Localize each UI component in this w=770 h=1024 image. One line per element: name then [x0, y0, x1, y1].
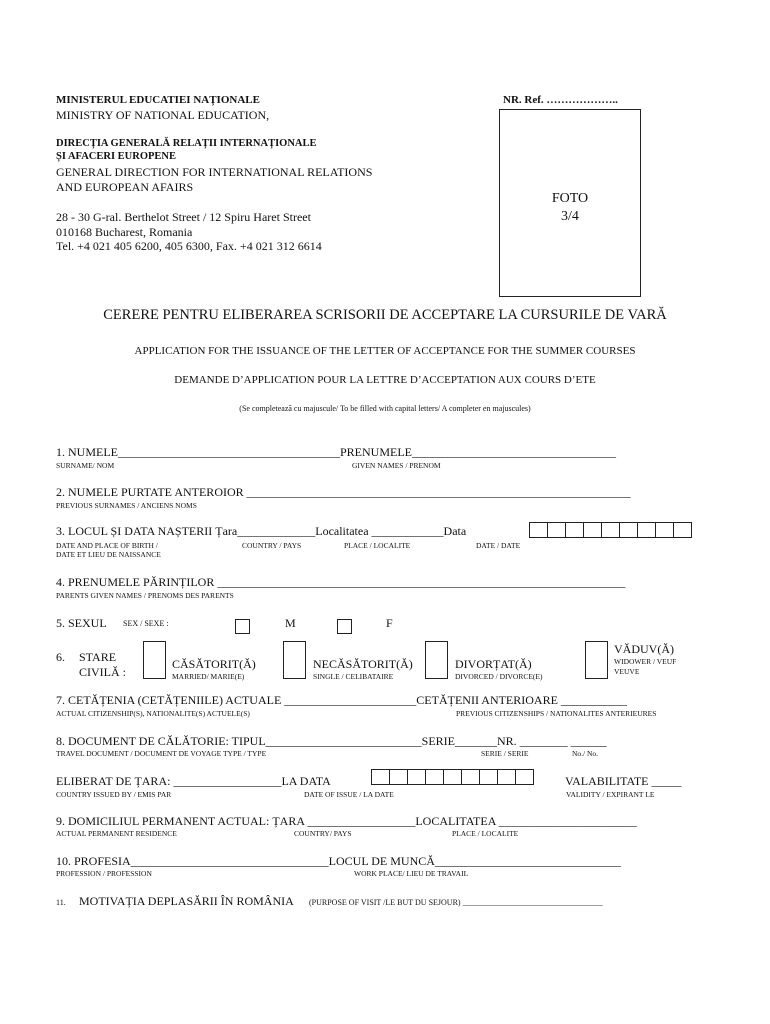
direction-en-line2: AND EUROPEAN AFAIRS — [56, 180, 194, 194]
label-doc-number: No./ No. — [572, 749, 599, 758]
phone-fax: Tel. +4 021 405 6200, 405 6300, Fax. +4 021 312 6614 — [56, 239, 322, 253]
title-fr: DEMANDE D’APPLICATION POUR LA LETTRE D’ACCEPTATION AUX COURS D’ETE — [174, 374, 596, 386]
divorced-sub-label: DIVORCED / DIVORCE(E) — [455, 672, 543, 681]
title-en: APPLICATION FOR THE ISSUANCE OF THE LETTER OF ACCEPTANCE FOR THE SUMMER COURSES — [134, 345, 636, 357]
date-digit-box[interactable] — [529, 522, 548, 538]
single-checkbox[interactable] — [283, 641, 306, 679]
date-digit-box[interactable] — [583, 522, 602, 538]
field-sex-label: 5. SEXUL — [56, 616, 107, 630]
label-date-of-issue: DATE OF ISSUE / LA DATE — [304, 790, 394, 799]
date-digit-box[interactable] — [601, 522, 620, 538]
widowed-sub-label1: WIDOWER / VEUF — [614, 657, 677, 666]
date-digit-box[interactable] — [565, 522, 584, 538]
ministry-ro: MINISTERUL EDUCATIEI NAȚIONALE — [56, 94, 260, 106]
date-digit-box[interactable] — [425, 769, 444, 785]
date-digit-box[interactable] — [515, 769, 534, 785]
label-permanent-residence: ACTUAL PERMANENT RESIDENCE — [56, 829, 177, 838]
field-permanent-residence[interactable]: 9. DOMICILIUL PERMANENT ACTUAL: ȚARA __________________LOCALITATEA _______________________ — [56, 814, 637, 828]
direction-ro-line1: DIRECȚIA GENERALĂ RELAȚII INTERNAȚIONALE — [56, 138, 317, 149]
reference-number: NR. Ref. ……………….. — [503, 94, 618, 106]
widowed-sub-label2: VEUVE — [614, 667, 640, 676]
label-validity: VALIDITY / EXPIRANT LE — [566, 790, 655, 799]
date-digit-box[interactable] — [655, 522, 674, 538]
date-digit-box[interactable] — [461, 769, 480, 785]
sex-female-label: F — [386, 616, 393, 630]
field-parents-names[interactable]: 4. PRENUMELE PĂRINȚILOR ____________________________________________________________________ — [56, 575, 626, 589]
single-sub-label: SINGLE / CELIBATAIRE — [313, 672, 394, 681]
label-work-place: WORK PLACE/ LIEU DE TRAVAIL — [354, 869, 469, 878]
purpose-label: MOTIVAȚIA DEPLASĂRII ÎN ROMÂNIA — [79, 894, 294, 908]
field-issued-by-country[interactable]: ELIBERAT DE ȚARA: __________________LA DATA — [56, 774, 331, 788]
sex-male-checkbox[interactable] — [235, 619, 250, 634]
date-digit-box[interactable] — [371, 769, 390, 785]
civil-status-label1: STARE — [79, 650, 117, 664]
widowed-checkbox[interactable] — [585, 641, 608, 679]
date-digit-box[interactable] — [407, 769, 426, 785]
field-profession-workplace[interactable]: 10. PROFESIA_________________________________LOCUL DE MUNCĂ_______________________________ — [56, 854, 621, 868]
issue-date-boxes[interactable] — [372, 769, 534, 785]
field-birth-place-date[interactable]: 3. LOCUL ȘI DATA NAȘTERII Țara_____________Localitatea ____________Data — [56, 524, 467, 538]
date-digit-box[interactable] — [479, 769, 498, 785]
label-birth-date-place: DATE AND PLACE OF BIRTH / — [56, 541, 158, 550]
direction-ro-line2: ȘI AFACERI EUROPENE — [56, 151, 176, 162]
date-digit-box[interactable] — [673, 522, 692, 538]
date-digit-box[interactable] — [547, 522, 566, 538]
date-digit-box[interactable] — [497, 769, 516, 785]
married-label: CĂSĂTORIT(Ă) — [172, 657, 256, 671]
single-label: NECĂSĂTORIT(Ă) — [313, 657, 413, 671]
address-line2: 010168 Bucharest, Romania — [56, 225, 193, 239]
married-sub-label: MARRIED/ MARIE(E) — [172, 672, 245, 681]
divorced-checkbox[interactable] — [425, 641, 448, 679]
married-checkbox[interactable] — [143, 641, 166, 679]
field-travel-document[interactable]: 8. DOCUMENT DE CĂLĂTORIE: TIPUL__________________________SERIE_______NR. ________ ______ — [56, 734, 607, 748]
birth-date-boxes[interactable] — [530, 522, 692, 538]
date-digit-box[interactable] — [637, 522, 656, 538]
label-profession: PROFESSION / PROFESSION — [56, 869, 152, 878]
field-citizenship[interactable]: 7. CETĂȚENIA (CETĂȚENIILE) ACTUALE ______________________CETĂȚENII ANTERIOARE ___________ — [56, 693, 627, 707]
label-travel-document: TRAVEL DOCUMENT / DOCUMENT DE VOYAGE TYPE / TYPE — [56, 749, 267, 758]
label-place: PLACE / LOCALITE — [344, 541, 411, 550]
field-purpose-of-visit[interactable]: (PURPOSE OF VISIT /LE BUT DU SEJOUR) ___________________________________ — [309, 898, 603, 907]
label-surname: SURNAME/ NOM — [56, 461, 115, 470]
photo-box — [499, 109, 641, 297]
label-previous-surnames: PREVIOUS SURNAMES / ANCIENS NOMS — [56, 501, 197, 510]
date-digit-box[interactable] — [389, 769, 408, 785]
label-residence-country: COUNTRY/ PAYS — [294, 829, 352, 838]
sex-female-checkbox[interactable] — [337, 619, 352, 634]
field-validity[interactable]: VALABILITATE _____ — [565, 774, 682, 788]
date-digit-box[interactable] — [443, 769, 462, 785]
label-previous-citizenship: PREVIOUS CITIZENSHIPS / NATIONALITES ANTERIEURES — [456, 709, 657, 718]
label-birth-date-place-fr: DATE ET LIEU DE NAISSANCE — [56, 550, 161, 559]
civil-status-label2: CIVILĂ : — [79, 665, 126, 679]
label-date: DATE / DATE — [476, 541, 521, 550]
title-ro: CERERE PENTRU ELIBERAREA SCRISORII DE ACCEPTARE LA CURSURILE DE VARĂ — [103, 307, 667, 323]
field-previous-surnames[interactable]: 2. NUMELE PURTATE ANTEROIOR ________________________________________________________________ — [56, 485, 631, 499]
date-digit-box[interactable] — [619, 522, 638, 538]
label-country: COUNTRY / PAYS — [242, 541, 302, 550]
field-surname-given-names[interactable]: 1. NUMELE_____________________________________PRENUMELE__________________________________ — [56, 445, 616, 459]
widowed-label: VĂDUV(Ă) — [614, 642, 674, 656]
ministry-en: MINISTRY OF NATIONAL EDUCATION, — [56, 108, 270, 122]
label-series: SERIE / SERIE — [481, 749, 529, 758]
label-sex: SEX / SEXE : — [123, 619, 169, 628]
civil-status-number: 6. — [56, 650, 65, 664]
address-line1: 28 - 30 G-ral. Berthelot Street / 12 Spiru Haret Street — [56, 210, 311, 224]
photo-size: 3/4 — [561, 209, 579, 224]
purpose-number: 11. — [56, 898, 66, 907]
divorced-label: DIVORȚAT(Ă) — [455, 657, 532, 671]
label-residence-place: PLACE / LOCALITE — [452, 829, 519, 838]
label-parents-names: PARENTS GIVEN NAMES / PRENOMS DES PARENTS — [56, 591, 234, 600]
direction-en-line1: GENERAL DIRECTION FOR INTERNATIONAL RELATIONS — [56, 165, 373, 179]
fill-instructions: (Se completează cu majuscule/ To be filled with capital letters/ A completer en majuscules) — [239, 404, 531, 413]
label-actual-citizenship: ACTUAL CITIZENSHIP(S), NATIONALITE(S) ACTUELE(S) — [56, 709, 250, 718]
photo-label: FOTO — [551, 191, 589, 206]
sex-male-label: M — [285, 616, 296, 630]
label-given-names: GIVEN NAMES / PRENOM — [352, 461, 441, 470]
label-country-issued: COUNTRY ISSUED BY / EMIS PAR — [56, 790, 172, 799]
